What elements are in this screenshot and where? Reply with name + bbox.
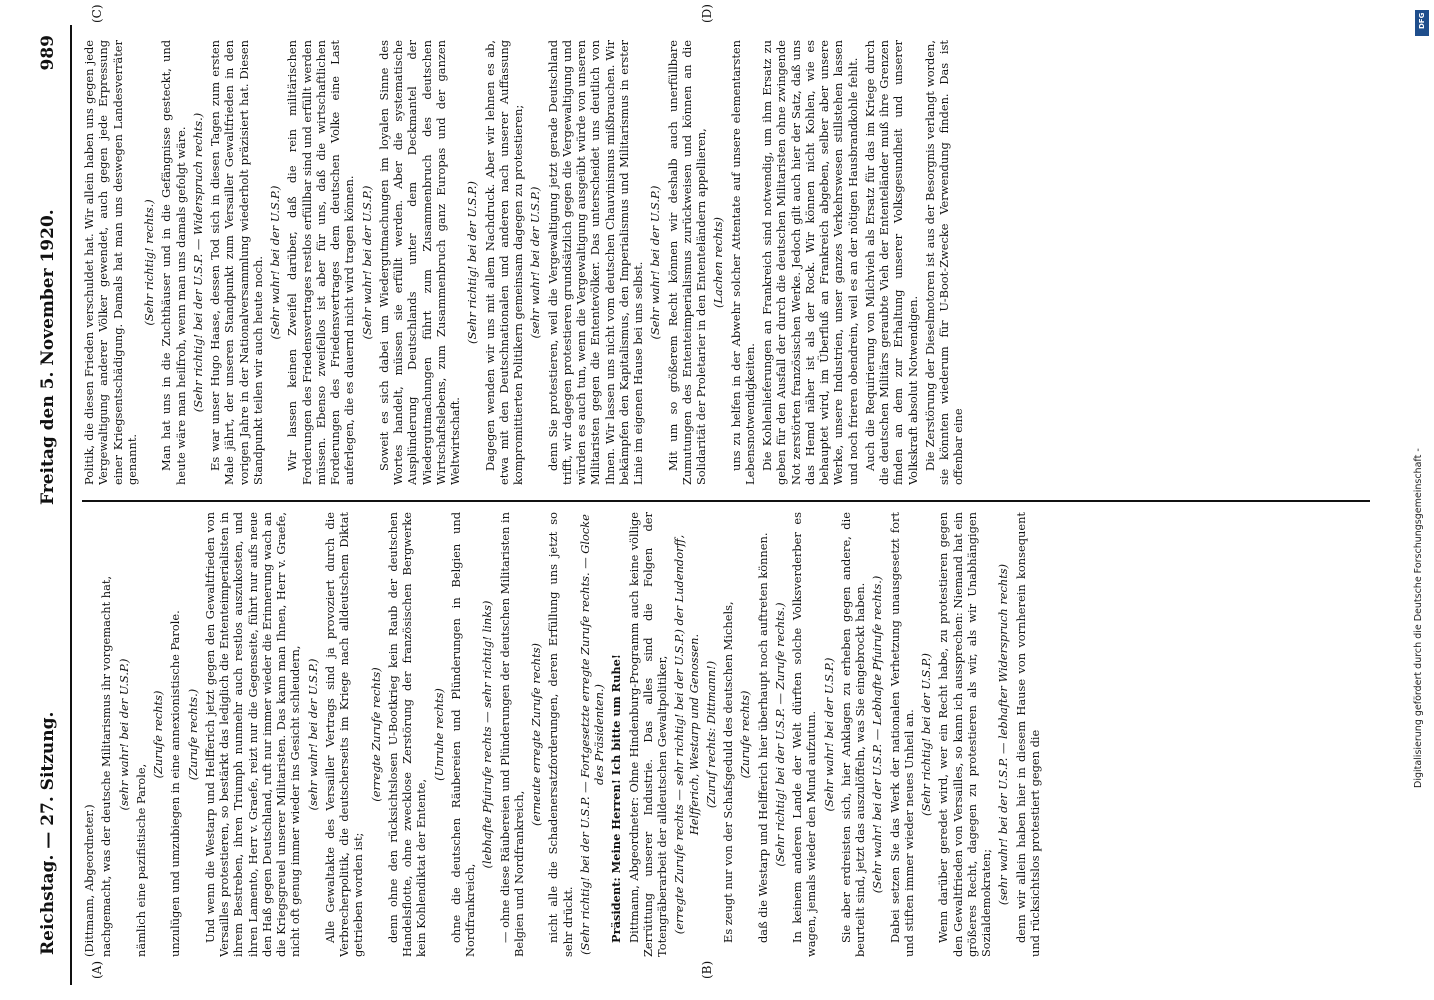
paragraph: Die Kohlenlieferungen an Frankreich sind notwendig, um ihm Ersatz zu geben für den Ausfall der durch die deutschen Militaristen ohne zwingende Not zerstörten französischen Werke. Jedoch gilt auch hier der Satz, daß uns das Hemd näher ist als der Rock. Wir können nicht Kohlen, wie es behauptet wird, im Überfluß an Frankreich abgeben, selber aber unsere Werke, unsere Industrien, unser ganzes Verkehrswesen stillstehen lassen und noch frieren obendrein, weil es an der nötigen Hausbrandkohle fehlt. — [760, 40, 860, 485]
paragraph: Präsident: Meine Herren! Ich bitte um Ruhe! — [609, 654, 624, 943]
paragraph: Es zeugt nur von der Schafsgeduld des deutschen Michels, — [721, 601, 735, 943]
interjection: (Zurufe rechts.) — [185, 688, 200, 781]
paragraph: uns zu helfen in der Abwehr solcher Attentate auf unsere elementarsten Lebensnotwendigkeiten. — [728, 40, 757, 485]
paragraph: nicht alle die Schadenersatzforderungen, deren Erfüllung uns jetzt so sehr drückt. — [546, 512, 575, 957]
margin-marker-d: (D) — [700, 4, 714, 23]
interjection: (Zuruf rechts: Dittmann!) — [703, 660, 718, 809]
interjection: (Sehr wahr! bei der U.S.P.) — [268, 185, 282, 340]
header-left: Reichstag. — 27. Sitzung. — [38, 711, 58, 955]
paragraph: ohne die deutschen Räubereien und Plünderungen in Belgien und Nordfrankreich, — [448, 512, 477, 957]
interjection: (sehr wahr! bei der U.S.P.) — [305, 658, 320, 811]
interjection: (Unruhe rechts) — [431, 688, 446, 781]
paragraph: denn wir allein haben hier in diesem Hause von vornherein konsequent und rücksichtslos protestiert gegen die — [1013, 512, 1042, 957]
dfg-logo: DFG — [1415, 10, 1429, 36]
column-divider — [82, 500, 1370, 502]
paragraph: Wenn darüber geredet wird, wer ein Recht habe, zu protestieren gegen den Gewaltfrieden von Versailles, so kann ich aussprechen: Niemand hat ein größeres Recht, dagegen zu protestieren als wir, als wir Unabhängigen Sozialdemokraten; — [936, 512, 993, 957]
paragraph: Auch die Requirierung von Milchvieh als Ersatz für das im Kriege durch die deutschen Militärs geraubte Vieh der Ententeländer muß ihre Grenzen finden an dem zur Erhaltung unserer Volksgesundheit und unserer Volkskraft absolut Notwendigen. — [862, 40, 920, 485]
interjection: (Sehr wahr! bei der U.S.P.) — [821, 657, 836, 812]
interjection: (Sehr wahr! bei der U.S.P.) — [648, 185, 663, 340]
interjection: (sehr wahr! bei der U.S.P.) — [116, 658, 131, 811]
paragraph: Dittmann, Abgeordneter: Ohne Hindenburg-Programm auch keine völlige Zerrüttung unserer Industrie. Das alles sind die Folgen der Totengräberarbeit der alldeutschen Gewaltpolitiker, — [626, 512, 669, 957]
paragraph: Sie aber erdreisten sich, hier Anklagen zu erheben gegen andere, die beurteilt sind, jetzt das auszulöffeln, was Sie eingebrockt haben. — [838, 512, 867, 957]
interjection: (Sehr richtig! bei der U.S.P. — Widerspruch rechts.) — [190, 112, 205, 413]
paragraph: daß die Westarp und Helfferich hier überhaupt noch auftreten können. — [755, 532, 770, 943]
margin-marker-b: (B) — [700, 960, 714, 979]
paragraph: Politik, die diesen Frieden verschuldet hat. Wir allein haben uns gegen jede Vergewaltigung anderer Völker gewendet, auch gegen jede Erpressung einer Kriegsentschädigung. Damals hat man uns deswegen Landesverräter genannt. — [82, 40, 139, 485]
interjection: (Sehr richtig! bei der U.S.P.) — [919, 653, 933, 816]
interjection: (Sehr richtig! bei der U.S.P. — Fortgesetzte erregte Zurufe rechts. — Glocke des Präsidenten.) — [577, 514, 606, 955]
interjection: (Zurufe rechts) — [738, 690, 753, 779]
header-date: Freitag den 5. November 1920. — [38, 209, 58, 505]
paragraph: Alle Gewaltakte des Versailler Vertrags sind ja provoziert durch die Verbrecherpolitik, die deutscherseits im Kriege nach alldeutschem Diktat getrieben worden ist; — [322, 512, 366, 957]
paragraph: unzulügen und umzubiegen in eine annexionistische Parole. — [168, 610, 183, 957]
page-number: 989 — [38, 35, 58, 71]
paragraph: Dagegen wenden wir uns mit allem Nachdruck. Aber wir lehnen es ab, etwa mit den Deutschnationalen und anderen nach unserer Auffassung kompromittierten Politikern gemeinsam dagegen zu protestieren; — [482, 40, 525, 485]
paragraph: nämlich eine pazifistische Parole, — [133, 763, 148, 957]
paragraph: Man hat uns in die Zuchthäuser und in die Gefängnisse gesteckt, und heute wäre man heilfroh, wenn man uns damals gefolgt wäre. — [159, 40, 188, 485]
interjection: (Sehr richtig! bei der U.S.P.) — [465, 181, 480, 344]
margin-marker-a: (A) — [90, 960, 104, 979]
paragraph: — ohne diese Räubereien und Plünderungen der deutschen Militaristen in Belgien und Nordfrankreich, — [497, 512, 526, 957]
interjection: (Sehr richtig! rechts.) — [142, 199, 156, 326]
paragraph: Mit um so größerem Recht können wir deshalb auch unerfüllbare Zumutungen des Ententeimperialismus zurückweisen und können an die Solidarität der Proletarier in den Ententeländern appellieren, — [665, 40, 708, 485]
right-text-column — [82, 40, 1380, 485]
page-header — [38, 25, 72, 985]
interjection: (Sehr wahr! bei der U.S.P.) — [359, 185, 374, 340]
interjection: (erregte Zurufe rechts) — [368, 667, 383, 802]
paragraph: (Dittmann, Abgeordneter.) — [82, 804, 96, 957]
margin-marker-c: (C) — [90, 4, 104, 23]
interjection: (sehr wahr! bei der U.S.P. — lebhafter Widerspruch rechts) — [996, 563, 1011, 906]
paragraph: Und wenn die Westarp und Helfferich jetzt gegen den Gewaltfrieden von Versailles protestieren, so bestärkt das lediglich die Ententeimperialisten in ihrem Bestreben, ihren Triumph nunmehr auch restlos auszukosten, und ihren Lamento, Herr v. Graefe, reizt nur die Gegenseite, führt nur aufs neue den Haß gegen Deutschland, ruft nur immer wieder die Erinnerung wach an die Kriegsgreuel unserer Militaristen. Das kann man Ihnen, Herr v. Graefe, nicht oft genug immer wieder ins Gesicht schleudern, — [202, 512, 303, 957]
paragraph: In keinem anderen Lande der Welt dürften solche Volksverderber es wagen, jemals wieder den Mund aufzutun. — [790, 512, 819, 957]
interjection: (lebhafte Pfuirufe rechts — sehr richtig! links) — [480, 600, 495, 869]
paragraph: Die Zerstörung der Dieselmotoren ist aus der Besorgnis verlangt worden, sie könnten wiederum für U-Boot-Zwecke Verwendung finden. Das ist offenbar eine — [922, 40, 966, 485]
paragraph: denn Sie protestieren, weil die Vergewaltigung jetzt gerade Deutschland trifft, wir dagegen protestieren grundsätzlich gegen die Vergewaltigung und würden es auch tun, wenn die Vergewaltigung ausgeübt würde von unseren Militaristen gegen die Ententevölker. Das unterscheidet uns deutlich von Ihnen. Wir lassen uns nicht vom deutschen Chauvinismus mißbrauchen. Wir bekämpfen den Kapitalismus, den Imperialismus und Militarismus in erster Linie im eigenen Hause bei uns selbst. — [545, 40, 645, 485]
digitization-note: Digitalisierung gefördert durch die Deutsche Forschungsgemeinschaft - — [1413, 448, 1424, 788]
rotated-page — [20, 4, 1410, 985]
interjection: (Zurufe rechts) — [151, 690, 165, 779]
interjection: (Sehr richtig! bei der U.S.P. — Zurufe rechts.) — [772, 602, 787, 867]
interjection: (erregte Zurufe rechts — sehr richtig! bei der U.S.P.) der Ludendorff, Helfferich, Westarp und Genossen. — [672, 534, 701, 935]
interjection: (sehr wahr! bei der U.S.P.) — [528, 186, 543, 339]
paragraph: Es war unser Hugo Haase, dessen Tod sich in diesen Tagen zum ersten Male jährt, der unseren Standpunkt zum Versailler Gewaltfrieden in den vorigen Jahre in der Nationalversammlung wiederholt präzisiert hat. Diesen Standpunkt teilen wir auch heute noch. — [208, 40, 265, 485]
paragraph: Soweit es sich dabei um Wiedergutmachungen im loyalen Sinne des Wortes handelt, müssen sie erfüllt werden. Aber die systematische Ausplünderung Deutschlands unter dem Deckmantel der Wiedergutmachungen führt zum Zusammenbruch des deutschen Wirtschaftslebens, zum Zusammenbruch ganz Europas und der ganzen Weltwirtschaft. — [376, 40, 462, 485]
paragraph: denn ohne den rücksichtslosen U-Bootkrieg kein Raub der deutschen Handelsflotte, ohne zwecklose Zerstörung der französischen Bergwerke kein Kohlendiktat der Entente, — [385, 512, 429, 957]
paragraph: Wir lassen keinen Zweifel darüber, daß die rein militärischen Forderungen des Friedensvertrages restlos erfüllbar sind und erfüllt werden müssen. Ebenso zweifellos ist aber für uns, daß die wirtschaftlichen Forderungen des Friedensvertrages dem deutschen Volke eine Last auferlegen, die es dauernd nicht wird tragen können. — [285, 40, 357, 485]
interjection: (Lachen rechts) — [711, 217, 726, 308]
paragraph: nachgemacht, was der deutsche Militarismus ihr vorgemacht hat, — [99, 575, 114, 957]
interjection: (erneute erregte Zurufe rechts) — [529, 643, 543, 826]
interjection: (Sehr wahr! bei der U.S.P. — Lebhafte Pfuirufe rechts.) — [870, 575, 885, 894]
paragraph: Dabei setzen Sie das Werk der nationalen Verhetzung unausgesetzt fort und stiften immer wieder neues Unheil an. — [887, 512, 916, 957]
